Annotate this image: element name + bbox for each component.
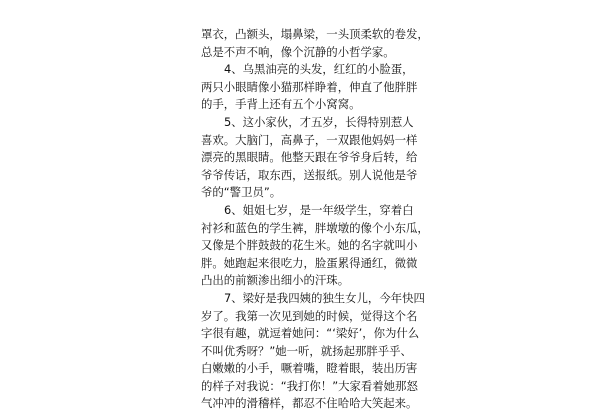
- text-line: 字很有趣，就逗着她问：“‘梁好’，你为什么: [201, 326, 420, 341]
- text-line: 衬衫和蓝色的学生裤，胖墩墩的像个小东瓜，: [201, 220, 429, 235]
- text-column: [201, 26, 429, 413]
- text-line: 岁了。我第一次见到她的时候，觉得这个名: [201, 308, 418, 323]
- text-line: 不叫优秀呀？”她一听，就扬起那胖乎乎、: [201, 343, 412, 358]
- text-line: 胖。她跑起来很吃力，脸蛋累得通红，微微: [201, 255, 418, 270]
- text-line: 凸出的前额渗出细小的汗珠。: [201, 273, 350, 288]
- text-line: 的样子对我说：“我打你！”大家看着她那怒: [201, 378, 418, 393]
- text-line: 5、这小家伙，才五岁，长得特别惹人: [224, 114, 414, 129]
- text-line: 又像是个胖鼓鼓的花生米。她的名字就叫小: [201, 238, 418, 253]
- text-line: 白嫩嫩的小手，噘着嘴，瞪着眼，装出历害: [201, 361, 418, 376]
- text-line: 气冲冲的滑稽样，都忍不住哈哈大笑起来。: [201, 396, 418, 411]
- text-line: 6、姐姐七岁，是一年级学生，穿着白: [224, 202, 414, 217]
- text-line: 喜欢。大脑门，高鼻子，一双跟他妈妈一样: [201, 132, 418, 147]
- text-line: 总是不声不响，像个沉静的小哲学家。: [201, 44, 395, 59]
- text-line: 7、梁好是我四姨的独生女儿，今年快四: [224, 290, 425, 305]
- text-line: 漂亮的黑眼睛。他整天跟在爷爷身后转，给: [201, 150, 418, 165]
- text-line: 爷爷传话，取东西，送报纸。别人说他是爷: [201, 167, 418, 182]
- text-line: 4、乌黑油亮的头发，红红的小脸蛋，: [224, 62, 414, 77]
- text-line: 两只小眼睛像小猫那样睁着，伸直了他胖胖: [201, 79, 418, 94]
- text-line: 罩衣，凸额头，塌鼻梁，一头顶柔软的卷发，: [201, 27, 429, 41]
- text-line: 爷的“警卫员”。: [201, 185, 282, 200]
- text-line: 的手，手背上还有五个小窝窝。: [201, 97, 361, 112]
